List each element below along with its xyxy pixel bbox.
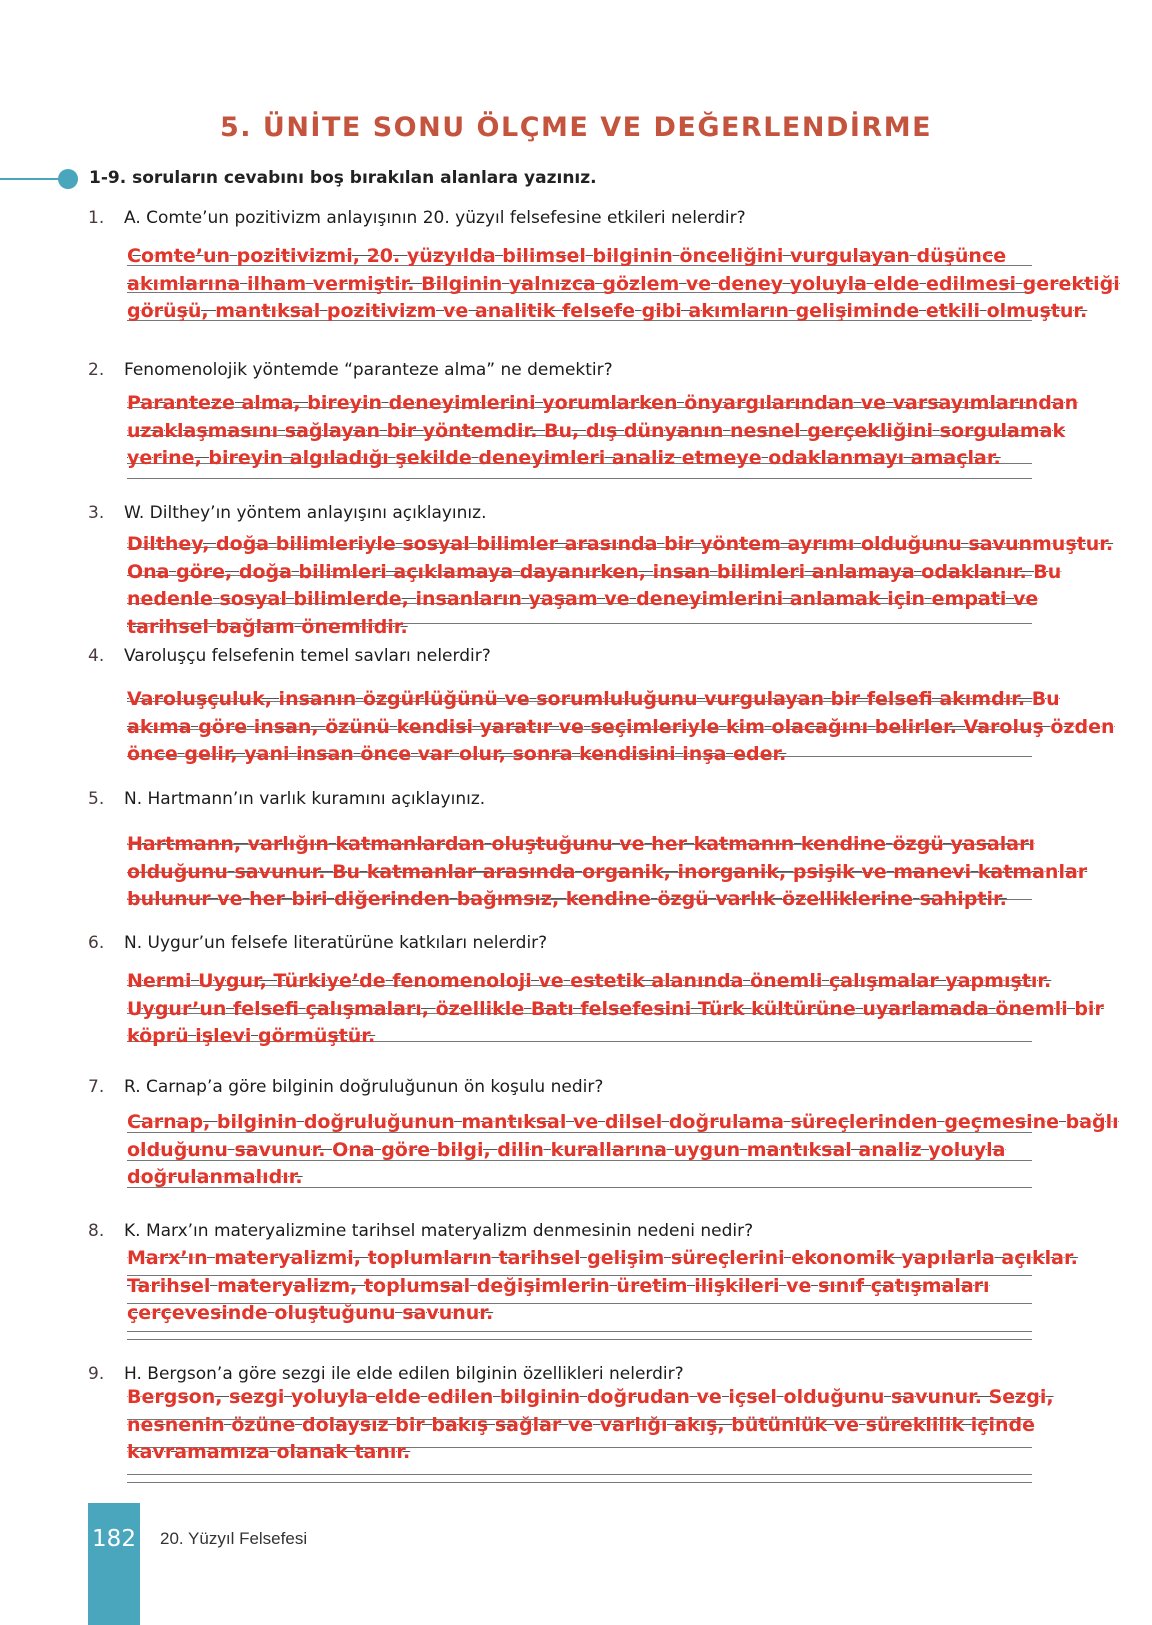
instruction-bullet-icon <box>58 169 78 189</box>
unit-title: 5. ÜNİTE SONU ÖLÇME VE DEĞERLENDİRME <box>219 112 933 143</box>
question-number: 4. <box>88 646 105 666</box>
answer-rule <box>127 1474 1032 1475</box>
question-text: N. Uygur’un felsefe literatürüne katkıları nelerdir? <box>124 933 548 953</box>
question-number: 7. <box>88 1077 105 1097</box>
answer-text: Carnap, bilginin doğruluğunun mantıksal ve dilsel doğrulama süreçlerinden geçmesine bağlı olduğunu savunur. Ona göre bilgi, dilin kurallarına uygun mantıksal analiz yoluyla doğrulanmalıdır. <box>127 1111 1119 1188</box>
running-title: 20. Yüzyıl Felsefesi <box>160 1529 308 1548</box>
answer-rule <box>127 1331 1032 1332</box>
page-number: 182 <box>92 1526 136 1552</box>
answer-text: Paranteze alma, bireyin deneyimlerini yorumlarken önyargılarından ve varsayımlarından uzaklaşmasını sağlayan bir yöntemdir. Bu, dış dünyanın nesnel gerçekliğini sorgulamak yerine, bireyin algıladığı şekilde deneyimleri analiz etmeye odaklanmayı amaçlar. <box>127 392 1079 469</box>
question-text: W. Dilthey’ın yöntem anlayışını açıklayınız. <box>124 503 487 523</box>
question-text: Fenomenolojik yöntemde “paranteze alma” ne demektir? <box>124 360 613 380</box>
question-number: 5. <box>88 789 105 809</box>
question-number: 8. <box>88 1221 105 1241</box>
answer-rule <box>127 1482 1032 1483</box>
question-number: 6. <box>88 933 105 953</box>
instruction-text: 1-9. soruların cevabını boş bırakılan alanlara yazınız. <box>89 168 597 188</box>
question-text: K. Marx’ın materyalizmine tarihsel materyalizm denmesinin nedeni nedir? <box>124 1221 754 1241</box>
answer-rule <box>127 1339 1032 1340</box>
question-number: 3. <box>88 503 105 523</box>
answer-text: Varoluşçuluk, insanın özgürlüğünü ve sorumluluğunu vurgulayan bir felsefi akımdır. Bu akıma göre insan, özünü kendisi yaratır ve seçimleriyle kim olacağını belirler. Varoluş özden önce gelir, yani insan önce var olur, sonra kendisini inşa eder. <box>127 688 1115 765</box>
answer-text: Comte’un pozitivizmi, 20. yüzyılda bilimsel bilginin önceliğini vurgulayan düşünce akımlarına ilham vermiştir. Bilginin yalnızca gözlem ve deney yoluyla elde edilmesi gerektiği görüşü, mantıksal pozitivizm ve analitik felsefe gibi akımların gelişiminde etkili olmuştur. <box>127 245 1120 322</box>
instruction-marker-line <box>0 178 62 180</box>
question-text: Varoluşçu felsefenin temel savları nelerdir? <box>124 646 491 666</box>
answer-text: Hartmann, varlığın katmanlardan oluştuğunu ve her katmanın kendine özgü yasaları olduğunu savunur. Bu katmanlar arasında organik, inorganik, psişik ve manevi katmanlar bulunur ve her biri diğerinden bağımsız, kendine özgü varlık özelliklerine sahiptir. <box>127 833 1088 910</box>
question-text: N. Hartmann’ın varlık kuramını açıklayınız. <box>124 789 486 809</box>
question-text: R. Carnap’a göre bilginin doğruluğunun ön koşulu nedir? <box>124 1077 604 1097</box>
question-number: 9. <box>88 1364 105 1384</box>
answer-text: Dilthey, doğa bilimleriyle sosyal bilimler arasında bir yöntem ayrımı olduğunu savunmuştur. Ona göre, doğa bilimleri açıklamaya dayanırken, insan bilimleri anlamaya odaklanır. Bu nedenle sosyal bilimlerde, insanların yaşam ve deneyimlerini anlamak için empati ve tarihsel bağlam önemlidir. <box>127 533 1114 638</box>
question-text: A. Comte’un pozitivizm anlayışının 20. yüzyıl felsefesine etkileri nelerdir? <box>124 208 746 228</box>
answer-rule <box>127 478 1032 479</box>
question-number: 1. <box>88 208 105 228</box>
answer-text: Marx’ın materyalizmi, toplumların tarihsel gelişim süreçlerini ekonomik yapılarla açıklar. Tarihsel materyalizm, toplumsal değişimlerin üretim ilişkileri ve sınıf çatışmaları çerçevesinde oluştuğunu savunur. <box>127 1247 1078 1324</box>
footer-page-tab <box>88 1503 140 1625</box>
question-text: H. Bergson’a göre sezgi ile elde edilen bilginin özellikleri nelerdir? <box>124 1364 684 1384</box>
answer-text: Bergson, sezgi yoluyla elde edilen bilginin doğrudan ve içsel olduğunu savunur. Sezgi, nesnenin özüne dolaysız bir bakış sağlar ve varlığı akış, bütünlük ve süreklilik içinde kavramamıza olanak tanır. <box>127 1386 1054 1463</box>
answer-text: Nermi Uygur, Türkiye’de fenomenoloji ve estetik alanında önemli çalışmalar yapmıştır. Uygur’un felsefi çalışmaları, özellikle Batı felsefesini Türk kültürüne uyarlamada önemli bir köprü işlevi görmüştür. <box>127 970 1104 1047</box>
question-number: 2. <box>88 360 105 380</box>
